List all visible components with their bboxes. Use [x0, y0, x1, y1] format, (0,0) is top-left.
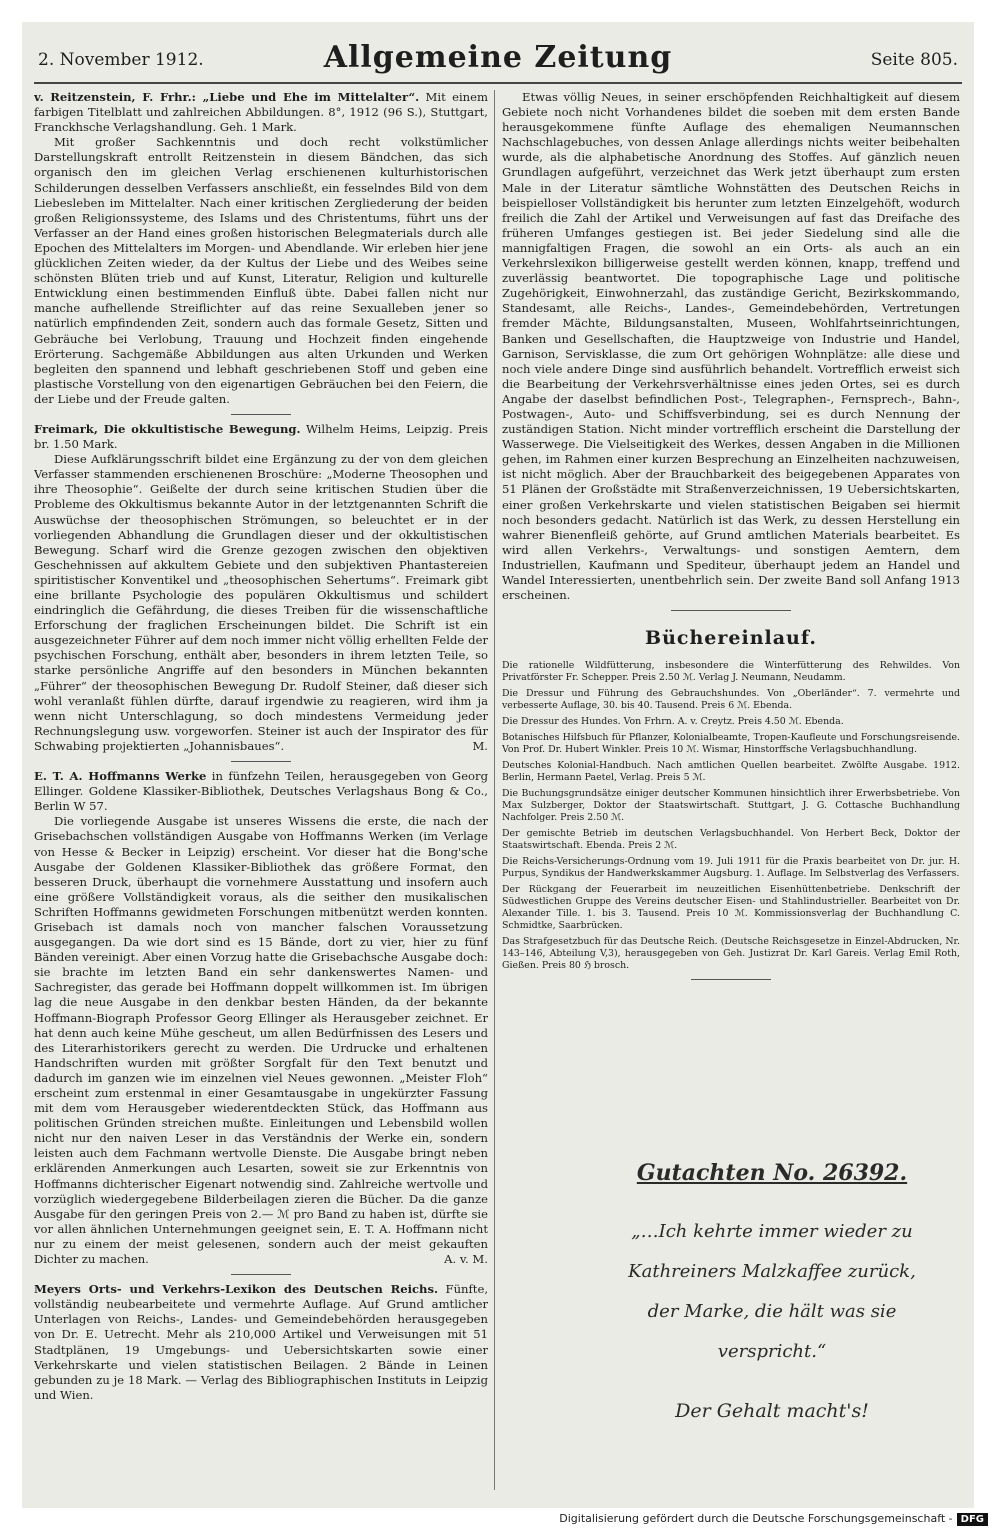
review-body: Mit großer Sachkenntnis und doch recht volkstümlicher Darstellungskraft entrollt Reitzenstein in diesem Bändchen, das sich organisch den im gleichen Verlag erschienenen kulturhistorischen Schilderungen desselben Verfassers anschließt, ein fesselndes Bild von dem Liebesleben im Mittelalter. Nach einer kritischen Zergliederung der beiden großen Religionssysteme, des Islams und des Christentums, führt uns der Verfasser an der Hand eines großen historischen Belegmaterials durch alle Epochen des Mittelalters im Morgen- und Abendlande. Wir erleben hier jene glücklichen Zeiten wieder, da der Kultus der Liebe und des Weibes seine schönsten Blüten trieb und auf Kunst, Literatur, Religion und kulturelle Entwicklung einen bestimmenden Einfluß übte. Dabei fallen nicht nur manche aufhellende Streiflichter auf das reine Sexualleben jener so natürlich empfindenden Zeit, sondern auch das formale Gesetz, Sitten und Gebräuche bei Verlobung, Trauung und Hochzeit finden eingehende Erörterung. Sachgemäße Abbildungen aus alten Urkunden und Werken begleiten den spannend und lebhaft geschriebenen Stoff und geben eine plastische Vorstellung von den eigenartigen Gebräuchen bei den Feiern, die der Liebe und der Freude galten.	[34, 135, 488, 406]
dfg-logo: DFG	[957, 1513, 988, 1526]
right-column	[502, 90, 960, 987]
separator	[231, 761, 291, 762]
newspaper-page	[22, 22, 974, 1508]
book-entry: Die Dressur des Hundes. Von Frhrn. A. v. Creytz. Preis 4.50 ℳ. Ebenda.	[502, 716, 844, 728]
review-heading: E. T. A. Hoffmanns Werke	[34, 769, 207, 784]
review-imprint: in fünfzehn Teilen, herausgegeben von Georg Ellinger. Goldene Klassiker-Bibliothek, Deutsches Verlagshaus Bong & Co., Berlin W 57.	[34, 769, 488, 814]
review-imprint: Wilhelm Heims, Leipzig. Preis br. 1.50 Mark.	[34, 421, 488, 452]
header-rule	[34, 82, 962, 84]
book-entry: Die Buchungsgrundsätze einiger deutscher Kommunen hinsichtlich ihrer Erwerbsbetriebe. Von Max Sulzberger, Doktor der Staatswirtschaft. Stuttgart, J. G. Cottasche Buchhandlung Nachfolger. Preis 2.50 ℳ.	[502, 788, 960, 824]
page-header	[38, 36, 958, 82]
separator	[671, 610, 791, 611]
separator	[691, 979, 771, 980]
section-title: Büchereinlauf.	[645, 627, 817, 650]
review-heading: v. Reitzenstein, F. Frhr.: „Liebe und Ehe im Mittelalter“.	[34, 90, 420, 104]
book-entry: Der gemischte Betrieb im deutschen Verlagsbuchhandel. Von Herbert Beck, Doktor der Staatswirtschaft. Ebenda. Preis 2 ℳ.	[502, 828, 960, 852]
review-heading: Meyers Orts- und Verkehrs-Lexikon des Deutschen Reichs.	[34, 1282, 439, 1297]
review-reitzenstein	[34, 90, 488, 407]
separator	[231, 1274, 291, 1275]
ad-quote: „…Ich kehrte immer wieder zu Kathreiners Malzkaffee zurück, der Marke, die hält was sie verspricht.“	[628, 1221, 916, 1362]
footer-text: Digitalisierung gefördert durch die Deutsche Forschungsgemeinschaft -	[559, 1512, 953, 1525]
ad-closing: Der Gehalt macht's!	[675, 1400, 869, 1422]
book-entry: Die rationelle Wildfütterung, insbesondere die Winterfütterung des Rehwildes. Von Privatförster Fr. Schepper. Preis 2.50 ℳ. Verlag J. Neumann, Neudamm.	[502, 660, 960, 684]
newspaper-title: Allgemeine Zeitung	[323, 40, 673, 75]
column-divider	[494, 90, 495, 1490]
review-freimark	[34, 422, 488, 754]
review-body: Die vorliegende Ausgabe ist unseres Wissens die erste, die nach der Grisebachschen vollständigen Ausgabe von Hoffmanns Werken (im Verlage von Hesse & Becker in Leipzig) erscheint. Vor dieser hat die Bong'sche Ausgabe der Goldenen Klassiker-Bibliothek das größere Format, den besseren Druck, überhaupt die vornehmere Ausstattung und insofern auch eine größere Vollständigkeit voraus, als die seither den musikalischen Schriften Hoffmanns gewidmeten Forschungen mitbenützt werden konnten. Grisebach ist damals noch von mancher falschen Voraussetzung ausgegangen. Da wie dort sind es 15 Bände, dort zu vier, hier zu fünf Bänden vereinigt. Aber einen Vorzug hatte die Grisebachsche Ausgabe doch: sie brachte im letzten Band ein sehr dankenswertes Namen- und Sachregister, das gerade bei Hoffmann doppelt willkommen ist. Im übrigen lag die neue Ausgabe in den denkbar besten Händen, da der bekannte Hoffmann-Biograph Professor Georg Ellinger als Herausgeber zeichnet. Er hat denn auch keine Mühe gescheut, um allen Bedürfnissen des Lesers und des Literarhistorikers gerecht zu werden. Die Urdrucke und erhaltenen Handschriften wurden mit größter Sorgfalt für den Text benutzt und dadurch im ganzen wie im einzelnen viel Neues gewonnen. „Meister Floh“ erscheint zum erstenmal in einer Gesamtausgabe in ungekürzter Fassung mit dem vom Herausgeber wiederentdeckten Stück, das Hoffmann aus politischen Gründen streichen mußte. Einleitungen und Lebensbild wollen nicht nur den naiven Leser in das Verständnis der Werke ein, sondern leisten auch dem Fachmann wertvolle Dienste. Die Ausgabe bringt neben erklärenden Anmerkungen auch Lesarten, soweit sie zur Erkenntnis von Hoffmanns dichterischer Eigenart notwendig sind. Zahlreiche wertvolle und vorzüglich wiedergegebene Bilderbeilagen zieren die Bücher. Da die ganze Ausgabe für den geringen Preis von 2.— ℳ pro Band zu haben ist, dürfte sie vor allen ähnlichen Unternehmungen geeignet sein, E. T. A. Hoffmann nicht nur zu einem der meist gelesenen, sondern auch der meist gekauften Dichter zu machen.	[34, 814, 488, 1267]
digitization-footer	[0, 1512, 1000, 1533]
kathreiner-advertisement	[622, 1160, 922, 1420]
review-heading: Freimark, Die okkultistische Bewegung.	[34, 421, 301, 436]
book-entry: Der Rückgang der Feuerarbeit im neuzeitlichen Eisenhüttenbetriebe. Denkschrift der Südwestlichen Gruppe des Vereins deutscher Eisen- und Stahlindustrieller. Bearbeitet von Dr. Alexander Tille. 1. bis 3. Tausend. Preis 10 ℳ. Kommissionsverlag der Buchhandlung C. Schmidtke, Saarbrücken.	[502, 884, 960, 932]
book-entry: Das Strafgesetzbuch für das Deutsche Reich. (Deutsche Reichsgesetze in Einzel-Abdrucken, Nr. 143–146, Abteilung V,3), herausgegeben von Geh. Justizrat Dr. Karl Gareis. Verlag Emil Roth, Gießen. Preis 80 ℌ brosch.	[502, 936, 960, 972]
ad-heading: Gutachten No. 26392.	[636, 1160, 908, 1186]
page-number: Seite 805.	[870, 50, 958, 70]
book-entry: Die Dressur und Führung des Gebrauchshundes. Von „Oberländer“. 7. vermehrte und verbesserte Auflage, 30. bis 40. Tausend. Preis 6 ℳ. Ebenda.	[502, 688, 960, 712]
issue-date: 2. November 1912.	[38, 50, 204, 70]
review-continuation: Etwas völlig Neues, in seiner erschöpfenden Reichhaltigkeit auf diesem Gebiete noch nicht Vorhandenes bildet die soeben mit dem ersten Bande herausgekommene fünfte Auflage des ehemaligen Neumannschen Nachschlagebuches, von dessen Anlage allerdings nichts weiter beibehalten wurde, als die alphabetische Anordnung des Stoffes. Auf gänzlich neuen Grundlagen aufgeführt, verzeichnet das Werk jetzt überhaupt zum ersten Male in der Literatur sämtliche Wohnstätten des Deutschen Reichs in beispielloser Vollständigkeit bis herunter zum letzten Einzelgehöft, wodurch freilich die Zahl der Artikel und Verweisungen auf fast das Dreifache des früheren Umfanges gestiegen ist. Bei jeder Siedelung sind alle die mannigfaltigen Fragen, die sowohl an ein Orts- als auch an ein Verkehrslexikon billigerweise gestellt werden können, knapp, treffend und zuverlässig beantwortet. Die topographische Lage und politische Zugehörigkeit, Einwohnerzahl, das zuständige Gericht, Bezirkskommando, Standesamt, alle Reichs-, Landes-, Gemeindebehörden, Vertretungen fremder Mächte, Bildungsanstalten, Museen, Wohlfahrtseinrichtungen, Banken und Gesellschaften, die Hauptzweige von Industrie und Handel, Garnison, Servisklasse, die zum Ort gehörigen Wohnplätze: alle diese und noch viele andere Dinge sind ausführlich behandelt. Vortrefflich erweist sich die Bearbeitung der Verkehrsverhältnisse eines jeden Ortes, sei es durch Angabe der daselbst befindlichen Post-, Telegraphen-, Fernsprech-, Bahn-, Postwagen-, Auto- und Schiffsverbindung, sei es durch Nennung der zuständigen Station. Nicht minder vortrefflich erscheint die Darstellung der Wasserwege. Die Vielseitigkeit des Werkes, dessen Angaben in die Millionen gehen, im Rahmen einer kurzen Besprechung an Einzelheiten nachzuweisen, ist nicht möglich. Aber der Brauchbarkeit des beigegebenen Apparates von 51 Plänen der Großstädte mit Straßenverzeichnissen, 19 Uebersichtskarten, einer großen Verkehrskarte und vielen statistischen Beigaben sei hiermit noch besonders gedacht. Natürlich ist das Werk, zu dessen Herstellung ein wahrer Bienenfleiß gehörte, auf Grund amtlichen Materials bearbeitet. Es wird allen Verkehrs-, Verwaltungs- und sonstigen Aemtern, dem Industriellen, Kaufmann und Spediteur, überhaupt jedem an Handel und Wandel Interessierten, unentbehrlich sein. Der zweite Band soll Anfang 1913 erscheinen.	[502, 90, 960, 603]
review-meyers	[34, 1282, 488, 1403]
book-entry: Die Reichs-Versicherungs-Ordnung vom 19. Juli 1911 für die Praxis bearbeitet von Dr. jur. H. Purpus, Syndikus der Handwerkskammer Augsburg. 1. Auflage. Im Selbstverlag des Verfassers.	[502, 856, 960, 880]
review-imprint: Fünfte, vollständig neubearbeitete und vermehrte Auflage. Auf Grund amtlicher Unterlagen von Reichs-, Landes- und Gemeindebehörden herausgegeben von Dr. E. Uetrecht. Mehr als 210,000 Artikel und Verweisungen mit 51 Stadtplänen, 19 Umgebungs- und Uebersichtskarten sowie einer Verkehrskarte und vielen statistischen Beilagen. 2 Bände in Leinen gebunden zu je 18 Mark. — Verlag des Bibliographischen Instituts in Leipzig und Wien.	[34, 1282, 488, 1402]
review-body: Diese Aufklärungsschrift bildet eine Ergänzung zu der von dem gleichen Verfasser stammenden erschienenen Broschüre: „Moderne Theosophen und ihre Theosophie“. Geißelte der durch seine kritischen Studien über die Probleme des Okkultismus bekannte Autor in der letztgenannten Schrift die Auswüchse der theosophischen Strömungen, so beleuchtet er in der vorliegenden Abhandlung die Grundlagen dieser und der okkultistischen Bewegung. Scharf wird die Grenze gezogen zwischen den objektiven Geschehnissen auf akkultem Gebiete und den subjektiven Phantastereien spiritistischer Konventikel und „theosophischen Sehertums“. Freimark gibt eine brillante Psychologie des populären Okkultismus und schildert eindringlich die Gefährdung, die dieses Treiben für die wissenschaftliche Erforschung der fraglichen Erscheinungen bildet. Die Schrift ist ein ausgezeichneter Führer auf dem noch immer nicht völlig erhellten Felde der psychischen Forschung, enthält aber, besonders in ihrem letzten Teile, so starke persönliche Angriffe auf den besonders in München bekannten „Führer“ der theosophischen Bewegung Dr. Rudolf Steiner, daß dieser sich wohl veranlaßt fühlen dürfte, darauf irgendwie zu reagieren, wird ihm ja wenn nicht Unterschlagung, so doch mindestens Vermeidung jeder Rechnungslegung usw. vorgeworfen. Steiner ist auch der Inspirator des für Schwabing projektierten „Johannisbaues“.	[34, 452, 488, 753]
left-column	[34, 90, 488, 1407]
separator	[231, 414, 291, 415]
review-signature: M.	[472, 738, 488, 753]
review-imprint: Mit einem farbigen Titelblatt und zahlreichen Abbildungen. 8°, 1912 (96 S.), Stuttgart, Franckhsche Verlagshandlung. Geh. 1 Mark.	[34, 90, 488, 135]
book-entry: Deutsches Kolonial-Handbuch. Nach amtlichen Quellen bearbeitet. Zwölfte Ausgabe. 1912. Berlin, Hermann Paetel, Verlag. Preis 5 ℳ.	[502, 760, 960, 784]
review-signature: A. v. M.	[444, 1252, 488, 1267]
review-hoffmann	[34, 769, 488, 1267]
book-entry: Botanisches Hilfsbuch für Pflanzer, Kolonialbeamte, Tropen-Kaufleute und Forschungsreisende. Von Prof. Dr. Hubert Winkler. Preis 10 ℳ. Wismar, Hinstorffsche Verlagsbuchhandlung.	[502, 732, 960, 756]
